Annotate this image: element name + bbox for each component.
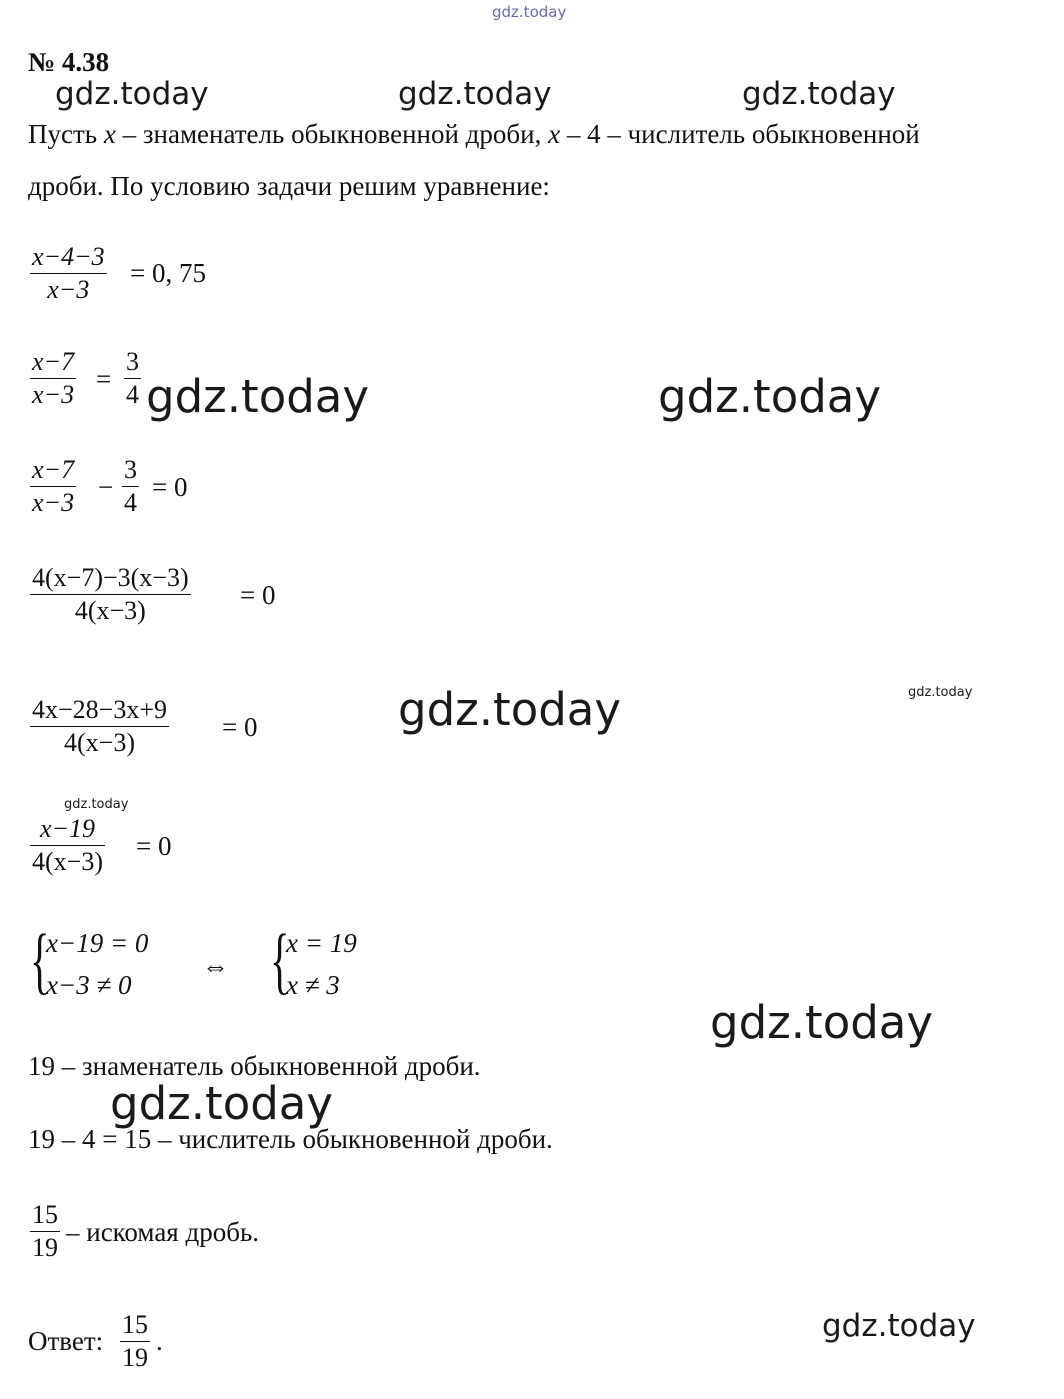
watermark: gdz.today	[742, 76, 896, 112]
watermark: gdz.today	[64, 797, 129, 812]
eq5-fraction: 4x−28−3x+9 4(x−3)	[32, 695, 167, 757]
eq3-minus: −	[98, 472, 114, 502]
result-fraction: 15 19	[32, 1200, 58, 1262]
brace-icon: {	[30, 920, 50, 1002]
watermark: gdz.today	[146, 370, 370, 423]
answer-label: Ответ:	[28, 1326, 104, 1356]
system-right: { x = 19 x ≠ 3	[270, 920, 357, 1002]
intro-line-1: Пусть x – знаменатель обыкновенной дроби, x – 4 – числитель обыкновенной	[28, 119, 920, 149]
conclusion-numerator: 19 – 4 = 15 – числитель обыкновенной дроби.	[28, 1124, 553, 1154]
eq4-fraction: 4(x−7)−3(x−3) 4(x−3)	[32, 563, 189, 625]
watermark: gdz.today	[398, 683, 622, 736]
watermark: gdz.today	[822, 1308, 976, 1344]
watermark-top: gdz.today	[492, 3, 567, 21]
brace-icon: {	[270, 920, 290, 1002]
equivalence-arrow-icon: ⇔	[202, 951, 229, 981]
eq2-rhs-fraction: 3 4	[126, 347, 139, 409]
eq3-rhs-fraction: 3 4	[124, 455, 137, 517]
system-left: { x−19 = 0 x−3 ≠ 0	[30, 920, 149, 1002]
eq6-fraction: x−19 4(x−3)	[32, 814, 103, 876]
eq1-fraction: x−4−3 x−3	[32, 242, 105, 304]
intro-line-2: дроби. По условию задачи решим уравнение:	[28, 171, 550, 201]
watermark: gdz.today	[908, 685, 973, 700]
eq2-fraction: x−7 x−3	[32, 347, 75, 409]
watermark: gdz.today	[710, 996, 934, 1049]
answer-dot: .	[156, 1326, 163, 1356]
result-text: – искомая дробь.	[66, 1217, 260, 1247]
conclusion-denominator: 19 – знаменатель обыкновенной дроби.	[28, 1051, 481, 1081]
watermark: gdz.today	[55, 76, 209, 112]
eq3-fraction: x−7 x−3	[32, 455, 75, 517]
answer-fraction: 15 19	[122, 1310, 148, 1372]
watermark: gdz.today	[658, 370, 882, 423]
problem-number: № 4.38	[28, 47, 110, 77]
watermark: gdz.today	[398, 76, 552, 112]
watermark: gdz.today	[110, 1077, 334, 1130]
eq3-rhs: = 0	[152, 472, 188, 502]
eq6-rhs: = 0	[136, 831, 172, 861]
eq4-rhs: = 0	[240, 580, 276, 610]
eq2-equals: =	[96, 364, 112, 394]
eq5-rhs: = 0	[222, 712, 258, 742]
eq1-rhs: = 0, 75	[130, 258, 206, 288]
